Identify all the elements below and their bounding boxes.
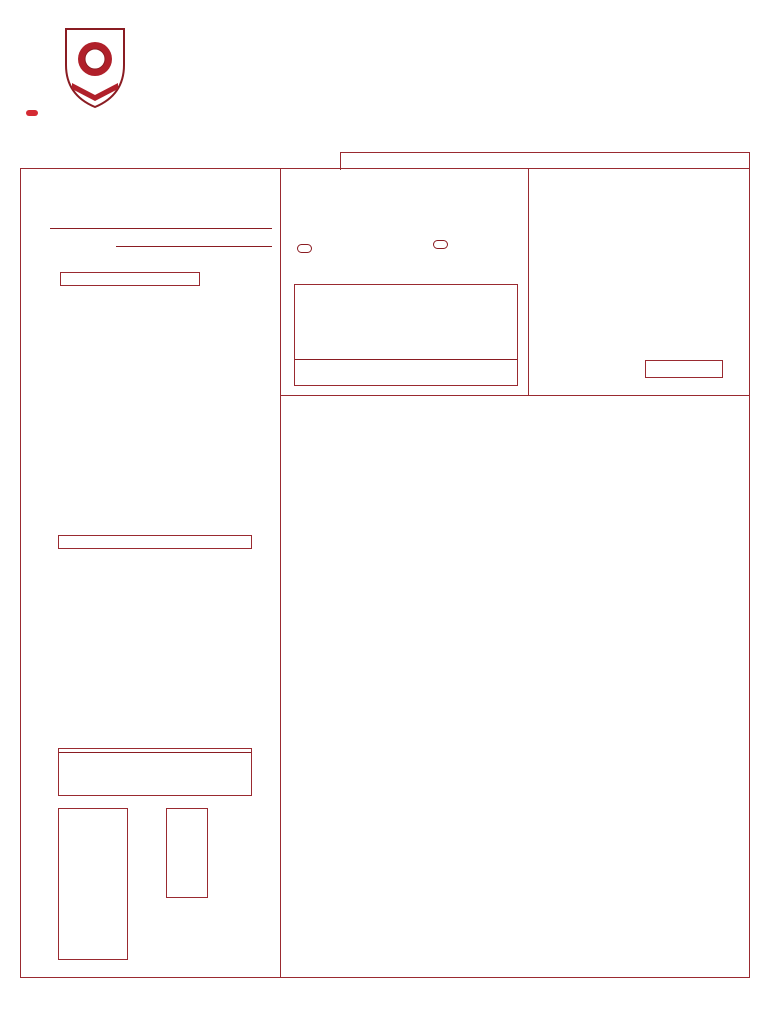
subject-box [58,748,252,796]
present-checkbox[interactable] [433,240,448,249]
class-line [116,246,272,247]
kertas-box [166,808,208,898]
kod-box [58,808,128,960]
school-crest [62,25,128,110]
signature-box [294,284,518,386]
absent-checkbox[interactable] [297,244,312,253]
divider-vertical [280,168,281,978]
divider-horizontal [280,395,750,396]
pusat-boxes[interactable] [645,360,723,378]
angka-giliran-box [60,272,200,286]
kad-title-box [58,535,252,549]
margin-mark [26,110,38,116]
name-line [50,228,272,229]
frame-top-right [340,152,750,170]
divider-bc [528,168,529,395]
